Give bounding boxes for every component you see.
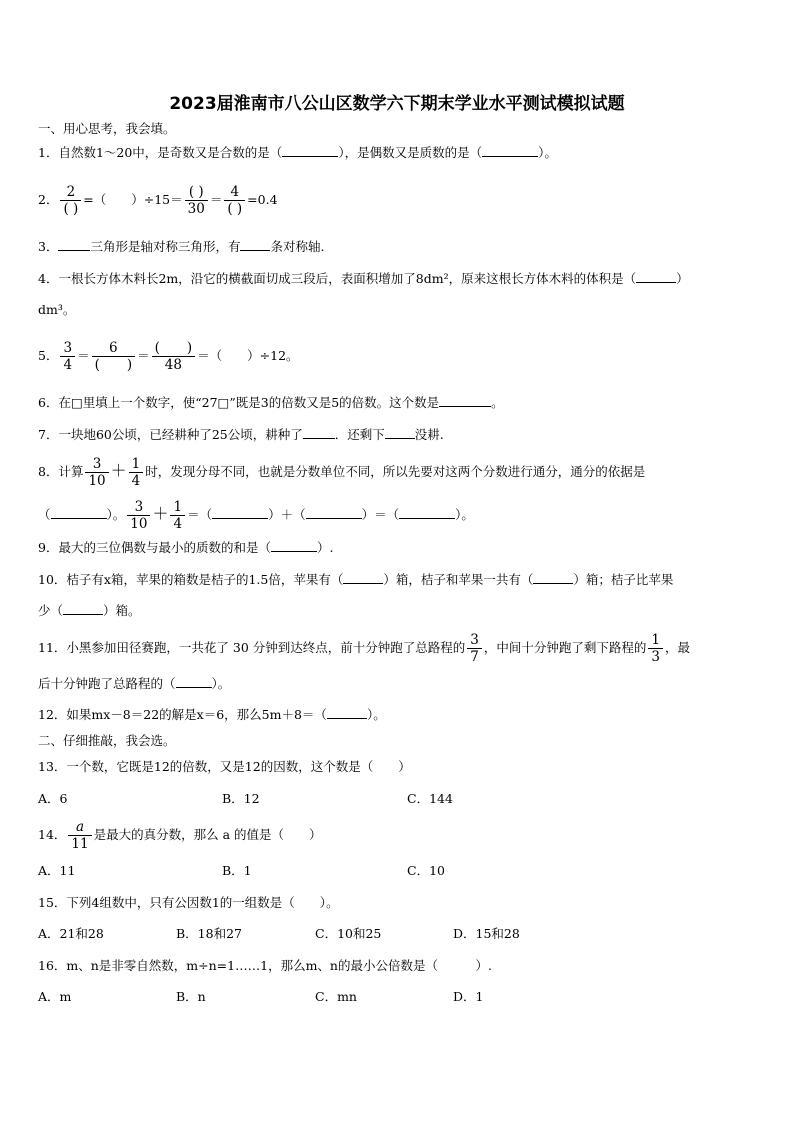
question-14: 14． $\frac{a}{11}$ 是最大的真分数，那么 a 的值是（ ） [38,819,322,852]
option-b[interactable]: B．18和27 [176,926,242,941]
answer-blank[interactable] [240,238,270,251]
option-d[interactable]: D．15和28 [453,926,520,941]
answer-blank[interactable] [282,144,338,157]
option-a[interactable]: A．11 [38,863,76,878]
answer-blank[interactable] [343,571,383,584]
answer-blank[interactable] [327,706,367,719]
question-8: 8．计算 $\frac{3}{10}$ ＋ $\frac{1}{4}$ 时，发现分母不同，也就是分数单位不同，所以先要对这两个分数进行通分，通分的依据是 [38,456,646,489]
section-1-heading: 一、用心思考，我会填。 [38,121,176,136]
answer-blank[interactable] [63,602,103,615]
answer-blank[interactable] [51,506,107,519]
question-2: 2． $\frac{2}{( )}$ =（ ）÷15＝ $\frac{( )}{30}$ ＝ $\frac{4}{( )}$ =0.4 [38,184,278,217]
question-15: 15．下列4组数中，只有公因数1的一组数是（ ）。 [38,895,339,910]
question-4: 4．一根长方体木料长2m，沿它的横截面切成三段后，表面积增加了8dm²，原来这根长方体木料的体积是（ ） [38,271,689,286]
page-title: 2023届淮南市八公山区数学六下期末学业水平测试模拟试题 [169,94,625,114]
answer-blank[interactable] [212,506,268,519]
option-c[interactable]: C．10 [407,863,445,878]
option-c[interactable]: C．10和25 [315,926,382,941]
question-7: 7．一块地60公顷，已经耕种了25公顷，耕种了 ．还剩下 没耕. [38,427,444,442]
question-8-cont: （ ）。 $\frac{3}{10}$ ＋ $\frac{1}{4}$ ＝（ ）＋（ ）＝（ ）。 [38,499,474,532]
question-11-cont: 后十分钟跑了总路程的（ ）。 [38,676,231,691]
question-13: 13．一个数，它既是12的倍数，又是12的因数，这个数是（ ） [38,759,411,774]
question-1: 1．自然数1～20中，是奇数又是合数的是（ ），是偶数又是质数的是（ ）。 [38,145,557,160]
question-10: 10．桔子有x箱，苹果的箱数是桔子的1.5倍，苹果有（ ）箱，桔子和苹果一共有（ ）箱；桔子比苹果 [38,572,674,587]
option-b[interactable]: B．n [176,989,206,1004]
option-c[interactable]: C．mn [315,989,357,1004]
option-d[interactable]: D．1 [453,989,484,1004]
question-4-cont: dm³。 [38,302,76,317]
option-c[interactable]: C．144 [407,791,453,806]
answer-blank[interactable] [176,675,212,688]
question-16: 16．m、n是非零自然数，m÷n=1……1，那么m、n的最小公倍数是（ ）. [38,958,492,973]
answer-blank[interactable] [303,426,335,439]
answer-blank[interactable] [636,270,676,283]
question-9: 9．最大的三位偶数与最小的质数的和是（ ）. [38,540,334,555]
question-3: 3． 三角形是轴对称三角形，有 条对称轴. [38,239,325,254]
answer-blank[interactable] [385,426,415,439]
question-10-cont: 少（ ）箱。 [38,603,141,618]
option-a[interactable]: A．21和28 [38,926,104,941]
question-11: 11．小黑参加田径赛跑，一共花了 30 分钟到达终点，前十分钟跑了总路程的 $\frac{3}{7}$ ，中间十分钟跑了剩下路程的 $\frac{1}{3}$ ，最 [38,632,690,665]
question-6: 6．在□里填上一个数字，使“27□”既是3的倍数又是5的倍数。这个数是 。 [38,395,504,410]
question-12: 12．如果mx－8＝22的解是x＝6，那么5m＋8＝（ ）。 [38,707,386,722]
answer-blank[interactable] [399,506,455,519]
option-b[interactable]: B．12 [222,791,260,806]
answer-blank[interactable] [533,571,573,584]
option-a[interactable]: A．6 [38,791,68,806]
answer-blank[interactable] [271,539,317,552]
answer-blank[interactable] [306,506,362,519]
question-5: 5． $\frac{3}{4}$ ＝ $\frac{6}{( )}$ ＝ $\frac{( )}{48}$ ＝（ ）÷12。 [38,340,299,373]
answer-blank[interactable] [482,144,538,157]
option-a[interactable]: A．m [38,989,72,1004]
answer-blank[interactable] [58,238,90,251]
section-2-heading: 二、仔细推敲，我会选。 [38,733,176,748]
option-b[interactable]: B．1 [222,863,252,878]
answer-blank[interactable] [439,394,491,407]
